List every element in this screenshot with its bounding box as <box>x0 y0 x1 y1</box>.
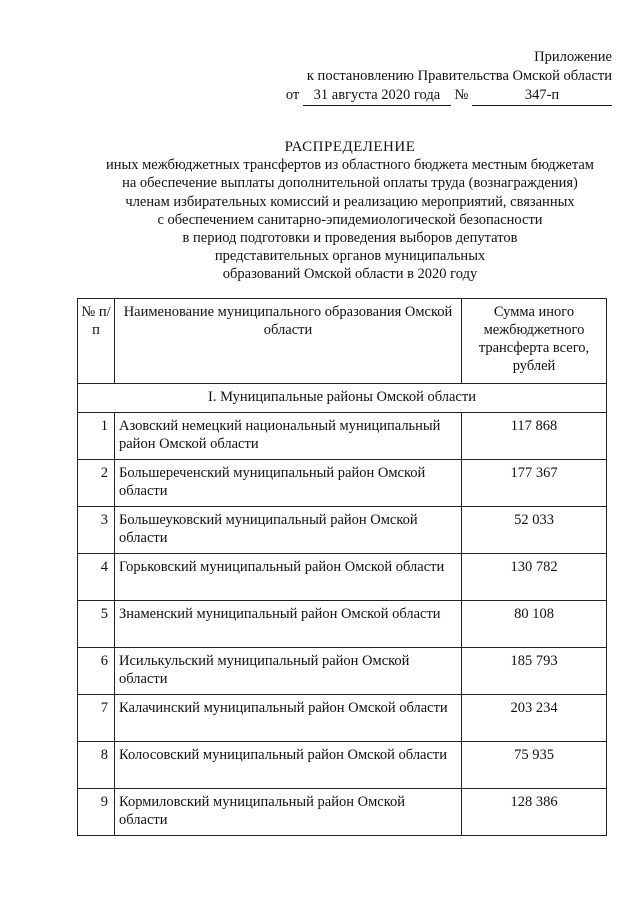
row-sum: 130 782 <box>462 554 607 601</box>
row-name: Калачинский муниципальный район Омской области <box>115 695 462 742</box>
resolution-date: 31 августа 2020 года <box>303 86 451 106</box>
row-name: Кормиловский муниципальный район Омской области <box>115 789 462 836</box>
row-name: Колосовский муниципальный район Омской области <box>115 742 462 789</box>
row-name: Знаменский муниципальный район Омской области <box>115 601 462 648</box>
subtitle-line: с обеспечением санитарно-эпидемиологической безопасности <box>157 211 543 228</box>
table-row <box>78 742 607 789</box>
table-row <box>78 554 607 601</box>
table-row <box>78 460 607 507</box>
row-number: 6 <box>78 648 115 695</box>
table-body <box>78 413 607 836</box>
appendix-resolution: к постановлению Правительства Омской области <box>306 68 612 84</box>
subtitle-line: образований Омской области в 2020 году <box>222 266 478 283</box>
row-sum: 117 868 <box>462 413 607 460</box>
header-number: № п/п <box>78 299 115 384</box>
document-heading: РАСПРЕДЕЛЕНИЕ <box>284 139 416 155</box>
row-sum: 177 367 <box>462 460 607 507</box>
appendix-title: Приложение <box>534 49 612 65</box>
table-row <box>78 507 607 554</box>
row-name: Азовский немецкий национальный муниципальный район Омской области <box>115 413 462 460</box>
row-number: 3 <box>78 507 115 554</box>
row-sum: 75 935 <box>462 742 607 789</box>
table-row <box>78 601 607 648</box>
row-number: 8 <box>78 742 115 789</box>
document-title-block <box>60 138 640 284</box>
row-number: 7 <box>78 695 115 742</box>
row-number: 1 <box>78 413 115 460</box>
from-label: от <box>285 87 300 103</box>
appendix-block <box>286 48 612 106</box>
section-title: I. Муниципальные районы Омской области <box>78 384 607 413</box>
row-name: Исилькульский муниципальный район Омской области <box>115 648 462 695</box>
row-sum: 128 386 <box>462 789 607 836</box>
row-name: Горьковский муниципальный район Омской области <box>115 554 462 601</box>
header-name: Наименование муниципального образования Омской области <box>115 299 462 384</box>
row-name: Большеуковский муниципальный район Омской области <box>115 507 462 554</box>
table-row <box>78 648 607 695</box>
table-header-row <box>78 299 607 384</box>
row-sum: 80 108 <box>462 601 607 648</box>
subtitle-line: представительных органов муниципальных <box>214 248 486 265</box>
table-row <box>78 789 607 836</box>
table-row <box>78 695 607 742</box>
row-name: Большереченский муниципальный район Омской области <box>115 460 462 507</box>
row-number: 5 <box>78 601 115 648</box>
row-number: 4 <box>78 554 115 601</box>
subtitle-line: в период подготовки и проведения выборов депутатов <box>182 230 518 247</box>
header-sum: Сумма иного межбюджетного трансферта всего, рублей <box>462 299 607 384</box>
resolution-number: 347-п <box>472 86 612 106</box>
row-number: 2 <box>78 460 115 507</box>
section-row <box>78 384 607 413</box>
subtitle-line: членам избирательных комиссий и реализацию мероприятий, связанных <box>125 193 575 210</box>
row-sum: 185 793 <box>462 648 607 695</box>
row-sum: 52 033 <box>462 507 607 554</box>
row-sum: 203 234 <box>462 695 607 742</box>
distribution-table <box>77 298 607 836</box>
subtitle-line: иных межбюджетных трансфертов из областного бюджета местным бюджетам <box>105 157 594 174</box>
appendix-date-number <box>286 86 612 106</box>
row-number: 9 <box>78 789 115 836</box>
number-label: № <box>454 87 469 103</box>
subtitle-line: на обеспечение выплаты дополнительной оплаты труда (вознаграждения) <box>122 175 578 192</box>
table-row <box>78 413 607 460</box>
